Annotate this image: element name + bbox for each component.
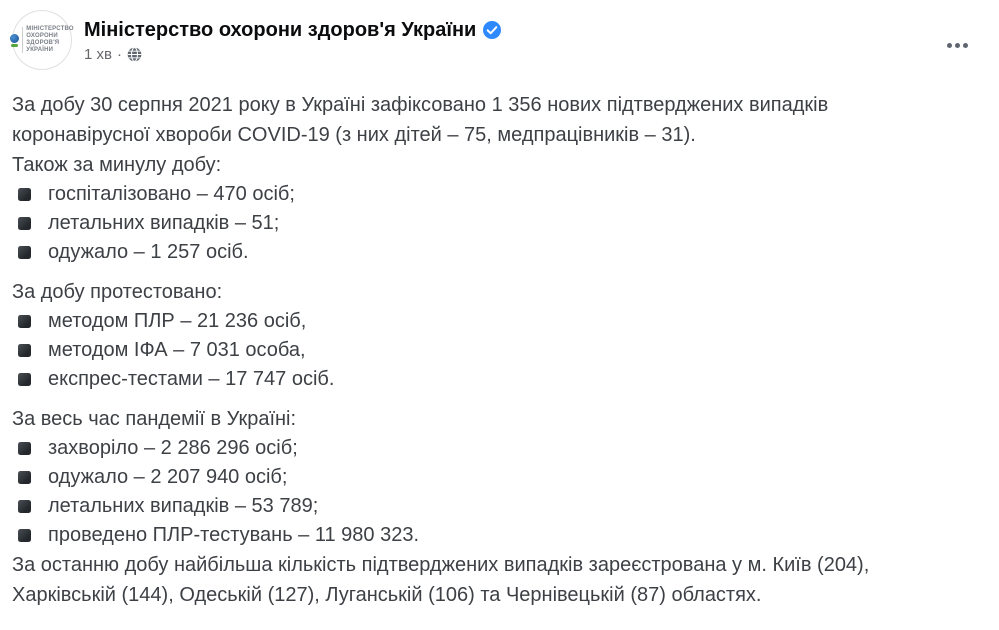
post-section [12, 277, 970, 394]
ellipsis-icon [963, 43, 968, 48]
bullet-square-icon [18, 315, 31, 328]
avatar-line: ЗДОРОВ'Я [26, 40, 60, 46]
bullet-square-icon [18, 246, 31, 259]
bullet-item-text: експрес-тестами – 17 747 осіб. [48, 368, 335, 390]
bullet-item [12, 492, 970, 521]
bullet-list [12, 434, 970, 550]
moz-logo [10, 26, 73, 54]
bullet-list [12, 307, 970, 394]
bullet-square-icon [18, 217, 31, 230]
post-sections [12, 150, 970, 550]
bullet-item [12, 209, 970, 238]
bullet-item-text: проведено ПЛР-тестувань – 11 980 323. [48, 524, 420, 546]
post-section [12, 150, 970, 267]
post-section [12, 404, 970, 550]
avatar-logo-text [26, 26, 73, 54]
post-paragraph: За останню добу найбільша кількість підтверджених випадків зареєстрована у м. Київ (204), Харківській (144), Одеській (127), Луганській (106) та Чернівецькій (87) областях. [12, 554, 870, 606]
moz-emblem-icon [10, 34, 19, 47]
bullet-item-text: захворіло – 2 286 296 осіб; [48, 437, 298, 459]
logo-divider [22, 27, 23, 53]
bullet-square-icon [18, 188, 31, 201]
section-heading: За весь час пандемії в Україні: [12, 408, 297, 430]
meta-separator: · [116, 46, 122, 63]
section-heading: Також за минулу добу: [12, 154, 222, 176]
bullet-item-text: одужало – 2 207 940 осіб; [48, 466, 288, 488]
ellipsis-icon [955, 43, 960, 48]
post-header [12, 10, 987, 70]
bullet-square-icon [18, 344, 31, 357]
section-heading: За добу протестовано: [12, 281, 223, 303]
bullet-square-icon [18, 529, 31, 542]
bullet-item [12, 336, 970, 365]
ellipsis-icon [947, 43, 952, 48]
bullet-item [12, 180, 970, 209]
avatar-line: ОХОРОНИ [26, 33, 58, 39]
bullet-item [12, 365, 970, 394]
bullet-square-icon [18, 500, 31, 513]
bullet-item [12, 434, 970, 463]
bullet-item [12, 238, 970, 267]
bullet-item-text: госпіталізовано – 470 осіб; [48, 183, 295, 205]
timestamp[interactable]: 1 хв [84, 46, 112, 63]
bullet-item-text: летальних випадків – 53 789; [48, 495, 319, 517]
bullet-item [12, 521, 970, 550]
bullet-square-icon [18, 373, 31, 386]
bullet-square-icon [18, 471, 31, 484]
bullet-item-text: одужало – 1 257 осіб. [48, 241, 249, 263]
header-info [84, 17, 501, 63]
post-menu-button[interactable] [939, 30, 975, 60]
avatar[interactable] [12, 10, 72, 70]
verified-badge-icon [483, 21, 501, 39]
bullet-item-text: методом ІФА – 7 031 особа, [48, 339, 306, 361]
bullet-item [12, 307, 970, 336]
post-paragraph: За добу 30 серпня 2021 року в Україні зафіксовано 1 356 нових підтверджених випадків коронавірусної хвороби COVID-19 (з них дітей – 75, медпрацівників – 31). [12, 94, 829, 146]
bullet-list [12, 180, 970, 267]
avatar-line: УКРАЇНИ [26, 47, 54, 53]
bullet-item [12, 463, 970, 492]
globe-icon [127, 47, 142, 62]
post-meta [84, 46, 501, 63]
avatar-line: МІНІСТЕРСТВО [26, 26, 74, 32]
bullet-square-icon [18, 442, 31, 455]
bullet-item-text: методом ПЛР – 21 236 осіб, [48, 310, 307, 332]
page-name[interactable]: Міністерство охорони здоров'я України [84, 19, 477, 41]
post-body [12, 90, 970, 610]
bullet-item-text: летальних випадків – 51; [48, 212, 280, 234]
